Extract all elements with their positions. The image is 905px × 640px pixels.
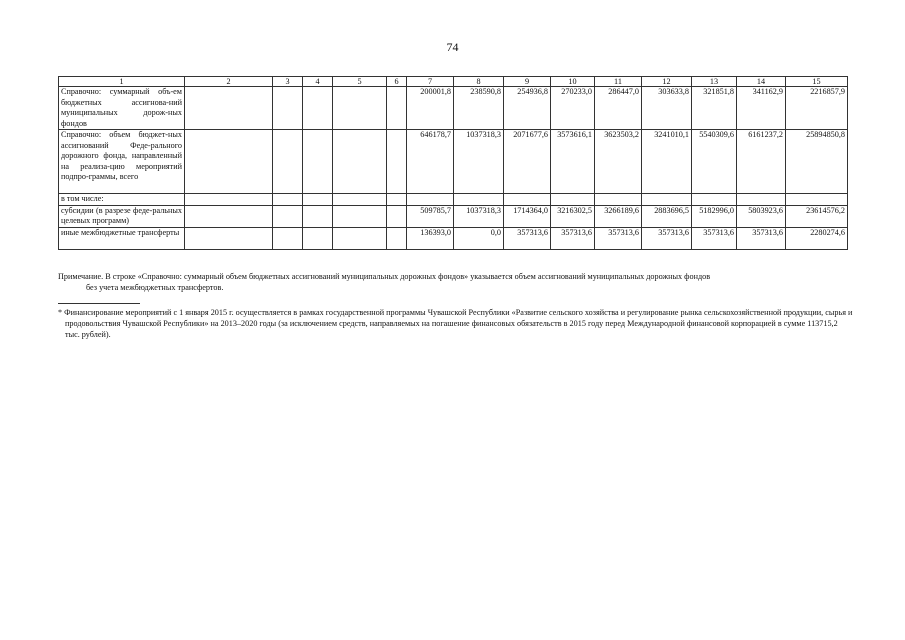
- table-cell: [303, 194, 333, 206]
- footnote-divider: [58, 303, 140, 304]
- column-header: 3: [273, 77, 303, 87]
- table-cell: [333, 205, 387, 227]
- table-cell: [303, 227, 333, 249]
- table-cell: [737, 194, 786, 206]
- table-cell: 270233,0: [551, 87, 595, 130]
- table-cell: [333, 227, 387, 249]
- table-cell: 1037318,3: [454, 205, 504, 227]
- column-header: 13: [692, 77, 737, 87]
- table-cell: 5540309,6: [692, 130, 737, 194]
- table-cell: [185, 205, 273, 227]
- table-cell: [333, 130, 387, 194]
- table-cell: 6161237,2: [737, 130, 786, 194]
- budget-table: [58, 76, 848, 250]
- table-cell: 3573616,1: [551, 130, 595, 194]
- table-cell: 200001,8: [407, 87, 454, 130]
- table-cell: 3216302,5: [551, 205, 595, 227]
- table-cell: 0,0: [454, 227, 504, 249]
- row-label: Справочно: суммарный объ-ем бюджетных ассигнова-ний муниципальных дорож-ных фондов: [59, 87, 185, 130]
- table-cell: 2071677,6: [504, 130, 551, 194]
- table-cell: [504, 194, 551, 206]
- table-cell: [185, 227, 273, 249]
- table-cell: 357313,6: [737, 227, 786, 249]
- table-cell: 3266189,6: [595, 205, 642, 227]
- row-label: субсидии (в разрезе феде-ральных целевых программ): [59, 205, 185, 227]
- table-cell: [273, 205, 303, 227]
- table-cell: [273, 87, 303, 130]
- table-cell: 25894850,8: [786, 130, 848, 194]
- column-header: 10: [551, 77, 595, 87]
- note-line: без учета межбюджетных трансфертов.: [86, 283, 224, 292]
- table-cell: [387, 87, 407, 130]
- table-cell: 357313,6: [642, 227, 692, 249]
- table-row: [59, 87, 848, 130]
- table-cell: 1037318,3: [454, 130, 504, 194]
- table-cell: [642, 194, 692, 206]
- note-line: Примечание. В строке «Справочно: суммарный объем бюджетных ассигнований муниципальных дорожных фондов» указывается объем ассигнований муниципальных дорожных фондов: [58, 272, 711, 281]
- note: [58, 271, 847, 293]
- table-cell: 646178,7: [407, 130, 454, 194]
- table-cell: 136393,0: [407, 227, 454, 249]
- table-row: [59, 205, 848, 227]
- table-cell: 254936,8: [504, 87, 551, 130]
- table-cell: [303, 130, 333, 194]
- column-header: 5: [333, 77, 387, 87]
- row-label: в том числе:: [59, 194, 185, 206]
- row-label: Справочно: объем бюджет-ных ассигнований Феде-рального дорожного фонда, направленный на реализа-цию мероприятий подпро-граммы, всего: [59, 130, 185, 194]
- table-cell: 2883696,5: [642, 205, 692, 227]
- table-cell: [595, 194, 642, 206]
- table-cell: 1714364,0: [504, 205, 551, 227]
- column-header: 6: [387, 77, 407, 87]
- table-cell: 3623503,2: [595, 130, 642, 194]
- table-cell: [303, 205, 333, 227]
- table-cell: [273, 227, 303, 249]
- table-cell: [692, 194, 737, 206]
- footnote: * Финансирование мероприятий с 1 января 2015 г. осуществляется в рамках государственной программы Чувашской Республики «Развитие сельского хозяйства и регулирование рынка сельскохозяйственной продукции, сырья и продовольствия Чувашской Республики» на 2013–2020 годы (за исключением средств, направляемых на погашение финансовых обязательств в 2015 году перед Международной финансовой корпорацией в сумме 113715,2 тыс. рублей).: [58, 308, 853, 339]
- table-cell: 341162,9: [737, 87, 786, 130]
- column-header: 7: [407, 77, 454, 87]
- column-header: 2: [185, 77, 273, 87]
- table-cell: 321851,8: [692, 87, 737, 130]
- table-cell: 509785,7: [407, 205, 454, 227]
- table-cell: 357313,6: [692, 227, 737, 249]
- table-cell: 357313,6: [595, 227, 642, 249]
- table-cell: [185, 130, 273, 194]
- column-header: 12: [642, 77, 692, 87]
- table-cell: [786, 194, 848, 206]
- table-row: [59, 130, 848, 194]
- table-cell: [387, 130, 407, 194]
- table-cell: [407, 194, 454, 206]
- table-cell: 5803923,6: [737, 205, 786, 227]
- table-cell: [333, 194, 387, 206]
- table-row: [59, 194, 848, 206]
- column-header: 8: [454, 77, 504, 87]
- table-cell: [185, 194, 273, 206]
- table-cell: 238590,8: [454, 87, 504, 130]
- column-header: 14: [737, 77, 786, 87]
- table-cell: [333, 87, 387, 130]
- table-cell: 5182996,0: [692, 205, 737, 227]
- column-header: 1: [59, 77, 185, 87]
- table-cell: 303633,8: [642, 87, 692, 130]
- table-cell: 2216857,9: [786, 87, 848, 130]
- table-cell: 286447,0: [595, 87, 642, 130]
- page-number: 74: [446, 40, 459, 54]
- row-label: иные межбюджетные трансферты: [59, 227, 185, 249]
- table-cell: [273, 194, 303, 206]
- table-cell: 2280274,6: [786, 227, 848, 249]
- table-cell: [303, 87, 333, 130]
- column-header: 15: [786, 77, 848, 87]
- table-cell: 357313,6: [551, 227, 595, 249]
- table-cell: [387, 227, 407, 249]
- column-header: 4: [303, 77, 333, 87]
- table-row: [59, 227, 848, 249]
- table-cell: [185, 87, 273, 130]
- table-cell: [551, 194, 595, 206]
- column-header: 11: [595, 77, 642, 87]
- table-cell: 3241010,1: [642, 130, 692, 194]
- table-cell: [454, 194, 504, 206]
- table-cell: [273, 130, 303, 194]
- table-cell: 23614576,2: [786, 205, 848, 227]
- table-header-row: [59, 77, 848, 87]
- table-cell: 357313,6: [504, 227, 551, 249]
- column-header: 9: [504, 77, 551, 87]
- table-cell: [387, 205, 407, 227]
- table-cell: [387, 194, 407, 206]
